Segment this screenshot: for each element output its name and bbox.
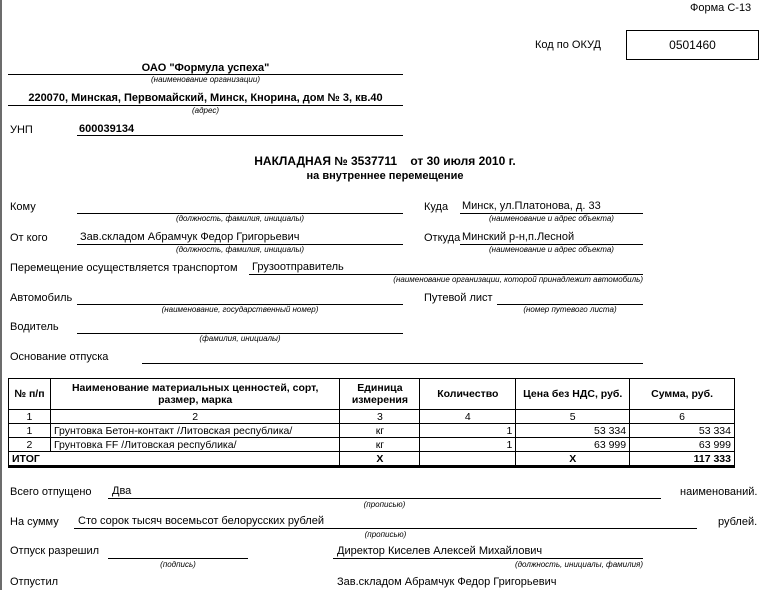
car-label: Автомобиль [10, 292, 73, 304]
row-price: 63 999 [516, 438, 630, 452]
unp-label: УНП [10, 124, 33, 136]
row-price: 53 334 [516, 424, 630, 438]
total-label: ИТОГ [9, 452, 340, 467]
permitted-person: Директор Киселев Алексей Михайлович [337, 545, 543, 557]
column-number: 6 [630, 410, 735, 424]
where-value: Минск, ул.Платонова, д. 33 [462, 200, 601, 212]
whence-label: Откуда [424, 232, 461, 244]
row-name: Грунтовка FF /Литовская республика/ [50, 438, 340, 452]
document-subtitle: на внутреннее перемещение [306, 170, 464, 182]
released-total-line [108, 498, 661, 499]
row-number: 1 [9, 424, 51, 438]
from-value: Зав.складом Абрамчук Федор Григорьевич [80, 231, 300, 243]
sum-value: Сто сорок тысяч восемьсот белорусских рублей [78, 515, 324, 527]
column-number-row [9, 410, 735, 424]
column-number: 2 [50, 410, 340, 424]
column-number: 4 [420, 410, 516, 424]
header-sum: Сумма, руб. [630, 379, 735, 410]
sum-caption: (прописью) [364, 530, 407, 539]
okud-code-field[interactable]: 0501460 [626, 30, 759, 60]
permitted-person-caption: (должность, инициалы, фамилия) [514, 560, 643, 569]
header-name: Наименование материальных ценностей, сорт, размер, марка [50, 379, 340, 410]
from-label: От кого [10, 232, 48, 244]
unp-value: 600039134 [79, 123, 135, 135]
total-price: X [516, 452, 630, 467]
sum-line [74, 528, 697, 529]
basis-line [142, 363, 643, 364]
header-price: Цена без НДС, руб. [516, 379, 630, 410]
org-name-caption: (наименование организации) [151, 75, 260, 84]
org-address-caption: (адрес) [191, 106, 219, 115]
row-number: 2 [9, 438, 51, 452]
org-name: ОАО "Формула успеха" [141, 62, 270, 74]
released-total-label: Всего отпущено [10, 486, 92, 498]
table-row [9, 438, 735, 452]
released-by-person: Зав.складом Абрамчук Федор Григорьевич [337, 576, 557, 588]
transport-value: Грузоотправитель [252, 261, 344, 273]
transport-caption: (наименование организации, которой принадлежит автомобиль) [393, 275, 643, 284]
row-sum: 53 334 [630, 424, 735, 438]
from-caption: (должность, фамилия, инициалы) [175, 245, 305, 254]
total-unit: X [340, 452, 420, 467]
driver-caption: (фамилия, инициалы) [199, 334, 281, 343]
unp-line [77, 135, 403, 136]
permitted-signature-line [108, 558, 248, 559]
total-sum: 117 333 [630, 452, 735, 467]
table-header-row [9, 379, 735, 410]
column-number: 3 [340, 410, 420, 424]
basis-label: Основание отпуска [10, 351, 109, 363]
header-unit: Единица измерения [340, 379, 420, 410]
row-sum: 63 999 [630, 438, 735, 452]
released-total-caption: (прописью) [363, 500, 406, 509]
sum-suffix: рублей. [718, 516, 758, 528]
released-by-label: Отпустил [10, 576, 59, 588]
whence-value: Минский р-н,п.Лесной [462, 231, 575, 243]
row-unit: кг [340, 438, 420, 452]
items-table [8, 378, 735, 468]
where-label: Куда [424, 201, 449, 213]
sum-label: На сумму [10, 516, 59, 528]
waybill-caption: (номер путевого листа) [523, 305, 617, 314]
where-caption: (наименование и адрес объекта) [489, 214, 614, 223]
total-row [9, 452, 735, 467]
row-unit: кг [340, 424, 420, 438]
released-total-value: Два [112, 485, 132, 497]
to-label: Кому [10, 201, 36, 213]
car-caption: (наименование, государственный номер) [161, 305, 319, 314]
header-number: № п/п [9, 379, 51, 410]
org-address: 220070, Минская, Первомайский, Минск, Кнорина, дом № 3, кв.40 [28, 92, 383, 104]
whence-caption: (наименование и адрес объекта) [489, 245, 614, 254]
row-quantity: 1 [420, 438, 516, 452]
waybill-label: Путевой лист [424, 292, 493, 304]
to-caption: (должность, фамилия, инициалы) [175, 214, 305, 223]
row-quantity: 1 [420, 424, 516, 438]
row-name: Грунтовка Бетон-контакт /Литовская республика/ [50, 424, 340, 438]
total-quantity [420, 452, 516, 467]
form-label: Форма С-13 [690, 2, 752, 14]
permitted-person-line [333, 558, 643, 559]
okud-label: Код по ОКУД [535, 39, 601, 51]
column-number: 1 [9, 410, 51, 424]
table-row [9, 424, 735, 438]
transport-label: Перемещение осуществляется транспортом [10, 262, 238, 274]
permitted-signature-caption: (подпись) [160, 560, 196, 569]
column-number: 5 [516, 410, 630, 424]
left-window-edge [0, 0, 2, 590]
released-total-suffix: наименований. [680, 486, 758, 498]
driver-label: Водитель [10, 321, 59, 333]
header-quantity: Количество [420, 379, 516, 410]
permitted-label: Отпуск разрешил [10, 545, 100, 557]
document-title: НАКЛАДНАЯ № 3537711 от 30 июля 2010 г. [254, 154, 516, 168]
